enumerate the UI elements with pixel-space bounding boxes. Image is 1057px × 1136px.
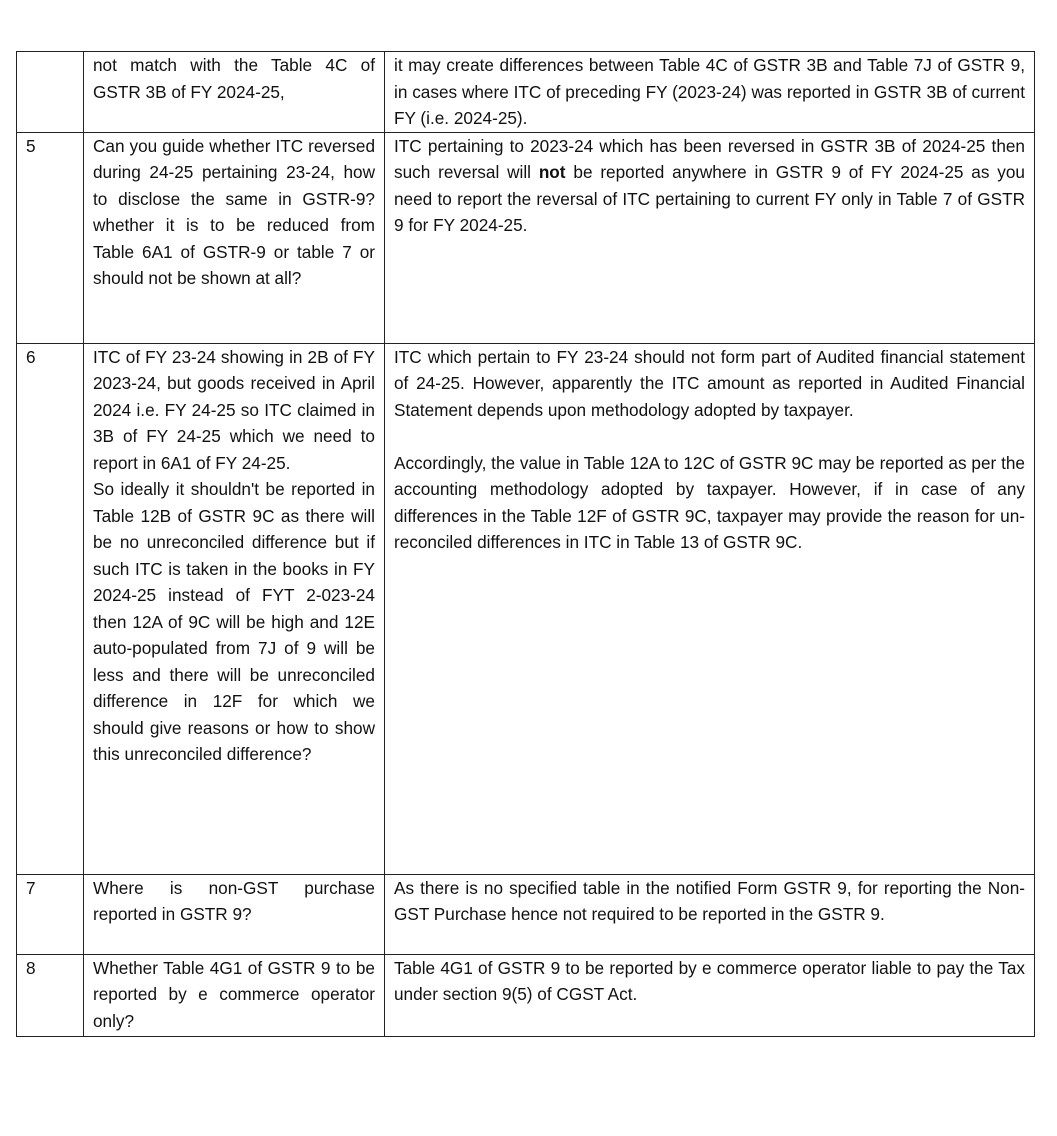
paragraph-gap — [394, 423, 1025, 450]
answer-cell — [385, 874, 1035, 954]
answer-cell — [385, 52, 1035, 133]
answer-paragraph: As there is no specified table in the notified Form GSTR 9, for reporting the Non-GST Purchase hence not required to be reported in the GSTR 9. — [394, 877, 1025, 924]
serial-number-cell: 8 — [17, 954, 84, 1036]
faq-table — [16, 51, 1035, 1037]
table-row — [17, 52, 1035, 133]
table-row — [17, 343, 1035, 874]
answer-cell — [385, 132, 1035, 343]
table-row — [17, 132, 1035, 343]
answer-cell — [385, 343, 1035, 874]
question-paragraph: ITC of FY 23-24 showing in 2B of FY 2023-24, but goods received in April 2024 i.e. FY 24-25 so ITC claimed in 3B of FY 24-25 which we need to report in 6A1 of FY 24-25. — [93, 346, 375, 473]
serial-number-cell — [17, 52, 84, 133]
table-row — [17, 954, 1035, 1036]
answer-emphasis: not — [538, 162, 566, 182]
answer-paragraph: Accordingly, the value in Table 12A to 12C of GSTR 9C may be reported as per the accounting methodology adopted by taxpayer. However, if in case of any differences in the Table 12F of GSTR 9C, taxpayer may provide the reason for un-reconciled differences in ITC in Table 13 of GSTR 9C. — [394, 452, 1025, 552]
answer-cell — [385, 954, 1035, 1036]
serial-number-cell: 7 — [17, 874, 84, 954]
answer-paragraph: it may create differences between Table 4C of GSTR 3B and Table 7J of GSTR 9, in cases where ITC of preceding FY (2023-24) was reported in GSTR 3B of current FY (i.e. 2024-25). — [394, 55, 1025, 128]
answer-paragraph: Table 4G1 of GSTR 9 to be reported by e commerce operator liable to pay the Tax under section 9(5) of CGST Act. — [394, 957, 1025, 1004]
serial-number-cell: 6 — [17, 343, 84, 874]
answer-text-start: ITC pertaining to 2023-24 which has been reversed in GSTR 3B of 2024-25 then such reversal will — [394, 135, 1025, 182]
question-cell: Where is non-GST purchase reported in GSTR 9? — [84, 874, 385, 954]
table-row — [17, 874, 1035, 954]
question-cell: Can you guide whether ITC reversed during 24-25 pertaining 23-24, how to disclose the same in GSTR-9? whether it is to be reduced from Table 6A1 of GSTR-9 or table 7 or should not be shown at all? — [84, 132, 385, 343]
question-cell — [84, 343, 385, 874]
answer-paragraph — [394, 133, 1025, 239]
question-paragraph: So ideally it shouldn't be reported in Table 12B of GSTR 9C as there will be no unreconciled difference but if such ITC is taken in the books in FY 2024-25 instead of FYT 2-023-24 then 12A of 9C will be high and 12E auto-populated from 7J of 9 will be less and there will be unreconciled difference in 12F for which we should give reasons or how to show this unreconciled difference? — [93, 479, 375, 764]
question-cell: not match with the Table 4C of GSTR 3B of FY 2024-25, — [84, 52, 385, 133]
question-cell: Whether Table 4G1 of GSTR 9 to be reported by e commerce operator only? — [84, 954, 385, 1036]
answer-paragraph: ITC which pertain to FY 23-24 should not form part of Audited financial statement of 24-25. However, apparently the ITC amount as reported in Audited Financial Statement depends upon methodology adopted by taxpayer. — [394, 346, 1025, 420]
serial-number-cell: 5 — [17, 132, 84, 343]
answer-text-end: be reported anywhere in GSTR 9 of FY 2024-25 as you need to report the reversal of ITC pertaining to current FY only in Table 7 of GSTR 9 for FY 2024-25. — [394, 162, 1025, 235]
